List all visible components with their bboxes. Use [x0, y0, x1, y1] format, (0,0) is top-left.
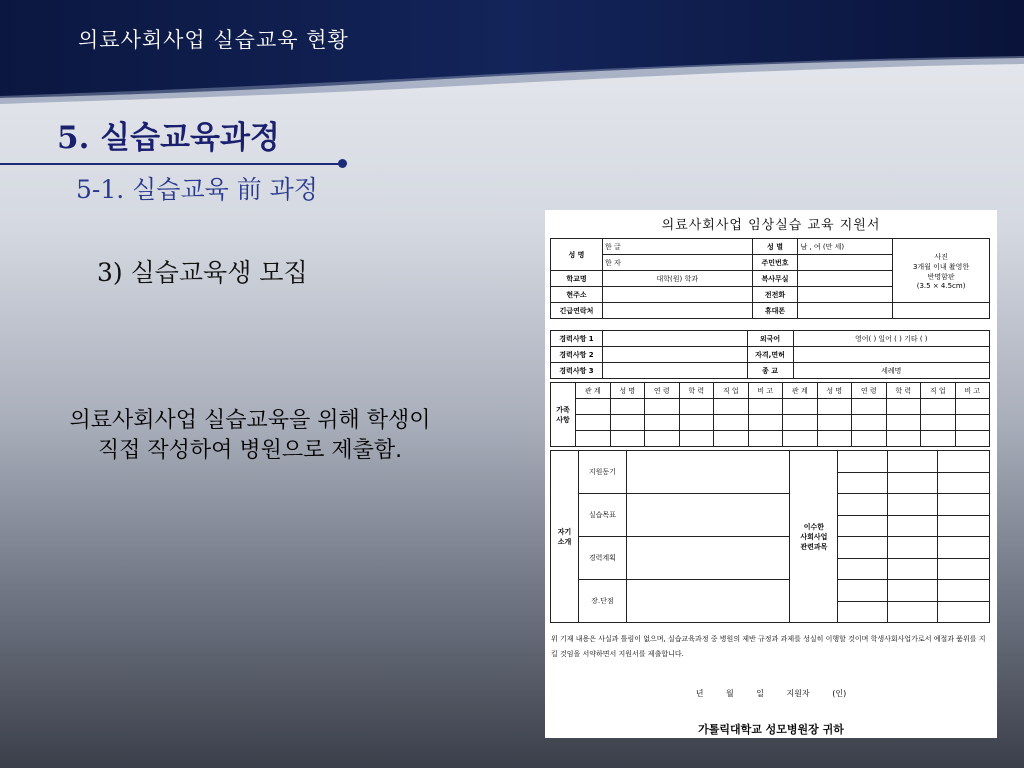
career-label: 경력사항 3 — [551, 363, 603, 379]
career-cell — [602, 347, 747, 363]
family-header: 성 명 — [610, 383, 645, 399]
family-header: 비 고 — [748, 383, 783, 399]
courses-label — [790, 451, 838, 623]
intro-item: 장.단점 — [578, 580, 626, 623]
description — [20, 406, 480, 466]
career-table — [550, 330, 990, 379]
hangul-label: 한 글 — [602, 239, 752, 255]
family-header: 관 계 — [576, 383, 611, 399]
item-title: 3) 실습교육생 모집 — [97, 258, 308, 287]
application-form-image — [545, 210, 997, 738]
title-rule — [0, 163, 342, 165]
address-cell — [602, 287, 752, 303]
mobile-label: 휴대폰 — [752, 303, 798, 319]
phone-cell — [798, 287, 893, 303]
family-header: 학 력 — [679, 383, 714, 399]
description-line-1: 의료사회사업 실습교육을 위해 학생이 — [69, 408, 431, 433]
family-header: 비 고 — [955, 383, 990, 399]
section-title: 5. 실습교육과정 — [57, 120, 280, 156]
worker-label: 복사무실 — [752, 271, 798, 287]
family-header: 직 업 — [921, 383, 956, 399]
subsection-title: 5-1. 실습교육 前 과정 — [76, 175, 318, 204]
photo-text: 3개월 이내 촬영한 — [912, 262, 970, 271]
form-title: 의료사회사업 임상실습 교육 지원서 — [661, 218, 881, 233]
school-label: 학교명 — [551, 271, 603, 287]
photo-text: 반명함판 — [927, 272, 955, 281]
name-label: 성 명 — [551, 239, 603, 271]
intro-item: 지원동기 — [578, 451, 626, 494]
family-row — [551, 415, 990, 431]
religion-label: 종 교 — [747, 363, 793, 379]
self-intro-label-text: 자기 — [557, 527, 572, 536]
mobile-cell — [798, 303, 893, 319]
self-intro-label-text: 소개 — [557, 537, 572, 546]
date-signature-line: 년 월 일 지원자 (인) — [695, 689, 847, 698]
family-header: 성 명 — [817, 383, 852, 399]
family-label-text: 사항 — [556, 415, 570, 424]
family-header: 학 력 — [886, 383, 921, 399]
gender-label: 성 별 — [752, 239, 798, 255]
family-row — [551, 399, 990, 415]
photo-box — [893, 239, 990, 303]
title-rule-dot — [338, 159, 347, 168]
address-label: 현주소 — [551, 287, 603, 303]
family-label — [551, 383, 576, 447]
blank-cell — [893, 303, 990, 319]
career-label: 경력사항 2 — [551, 347, 603, 363]
gender-value: 남 , 여 (만 세) — [798, 239, 893, 255]
hanja-label: 한 자 — [602, 255, 752, 271]
emergency-label: 긴급연락처 — [551, 303, 603, 319]
phone-label: 전전화 — [752, 287, 798, 303]
worker-cell — [798, 271, 893, 287]
photo-text: 사진 — [934, 252, 948, 261]
header-band — [0, 0, 1024, 120]
pledge-note: 위 기재 내용은 사실과 틀림이 없으며, 실습교육과정 중 병원의 제반 규정과 과제를 성실히 이행할 것이며 학생사회사업가로서 예절과 품위를 지킬 것임을 서약하면서 지원서를 제출합니다. — [551, 635, 986, 658]
career-cell — [602, 363, 747, 379]
courses-label-text: 관련과목 — [800, 542, 828, 551]
family-header: 연 령 — [852, 383, 887, 399]
family-header: 연 령 — [645, 383, 680, 399]
self-intro-label — [551, 451, 579, 623]
intro-cell — [626, 451, 790, 494]
header-title: 의료사회사업 실습교육 현황 — [78, 28, 349, 52]
license-cell — [793, 347, 990, 363]
career-cell — [602, 331, 747, 347]
self-intro-table — [550, 450, 990, 623]
religion-value: 세례명 — [793, 363, 990, 379]
rrn-cell — [798, 255, 893, 271]
family-row — [551, 431, 990, 447]
school-value: 대학(원) 학과 — [602, 271, 752, 287]
family-header: 직 업 — [714, 383, 749, 399]
foreign-value: 영어( ) 일어 ( ) 기타 ( ) — [793, 331, 990, 347]
photo-text: (3.5 × 4.5cm) — [916, 281, 966, 290]
addressee: 가톨릭대학교 성모병원장 귀하 — [698, 723, 844, 736]
foreign-label: 외국어 — [747, 331, 793, 347]
intro-cell — [626, 537, 790, 580]
emergency-cell — [602, 303, 752, 319]
career-label: 경력사항 1 — [551, 331, 603, 347]
description-line-2: 직접 작성하여 병원으로 제출함. — [97, 438, 403, 463]
family-table — [550, 382, 990, 447]
family-label-text: 가족 — [556, 405, 570, 414]
rrn-label: 주민번호 — [752, 255, 798, 271]
intro-item: 경력계획 — [578, 537, 626, 580]
personal-info-table — [550, 238, 990, 319]
intro-cell — [626, 494, 790, 537]
intro-item: 실습목표 — [578, 494, 626, 537]
family-header: 관 계 — [783, 383, 818, 399]
intro-cell — [626, 580, 790, 623]
license-label: 자격,면허 — [747, 347, 793, 363]
courses-label-text: 이수한 — [803, 522, 825, 531]
courses-label-text: 사회사업 — [800, 532, 828, 541]
